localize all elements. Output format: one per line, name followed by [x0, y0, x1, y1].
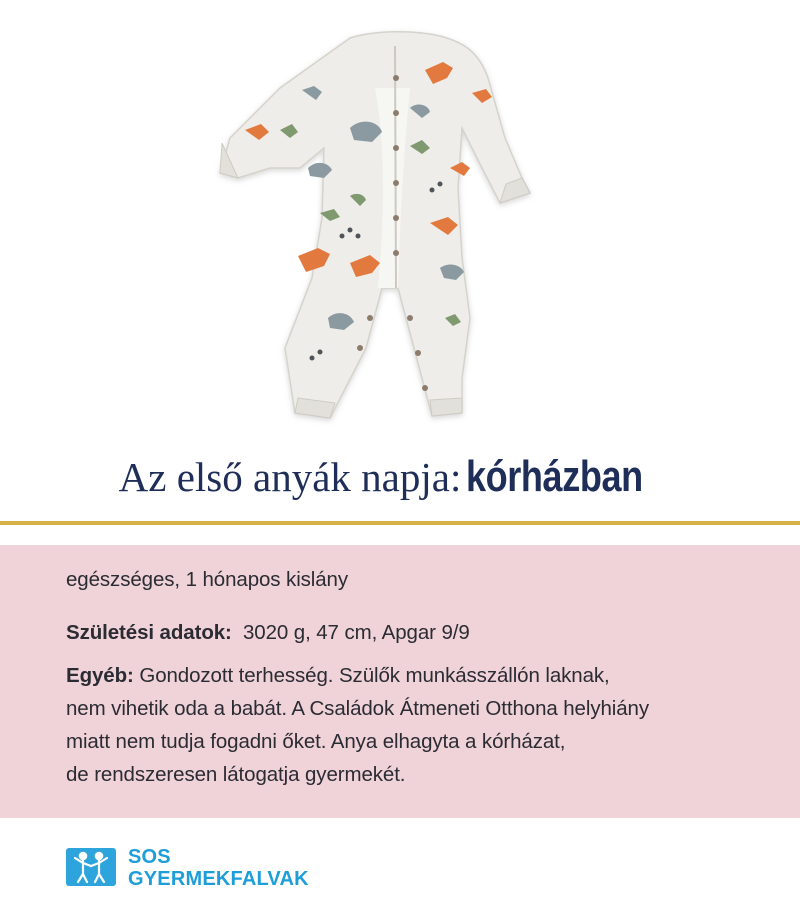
other-line-1: Gondozott terhesség. Szülők munkásszállón laknak, [139, 664, 610, 687]
other-line-3: miatt nem tudja fogadni őket. Anya elhagyta a kórházat, [66, 730, 566, 753]
birth-data-value: 3020 g, 47 cm, Apgar 9/9 [242, 621, 470, 644]
sos-logo-text-line2: GYERMEKFALVAK [128, 868, 309, 890]
other-line-4: de rendszeresen látogatja gyermekét. [66, 763, 406, 786]
headline [0, 452, 800, 518]
other-row [66, 664, 610, 688]
other-label: Egyéb: [66, 664, 134, 687]
baby-romper-photo [200, 18, 560, 438]
birth-data-label: Születési adatok: [66, 621, 232, 644]
divider-rule [0, 521, 800, 525]
sos-logo-icon [66, 848, 116, 886]
summary-text: egészséges, 1 hónapos kislány [66, 568, 349, 591]
sos-logo [66, 846, 346, 892]
sos-logo-text-line1: SOS [128, 846, 171, 868]
other-line-2: nem vihetik oda a babát. A Családok Átmeneti Otthona helyhiány [66, 697, 649, 720]
headline-lead: Az első anyák napja: [118, 454, 462, 500]
birth-data-row [66, 621, 470, 645]
headline-emphasis: kórházban [465, 452, 643, 501]
info-panel [0, 545, 800, 818]
